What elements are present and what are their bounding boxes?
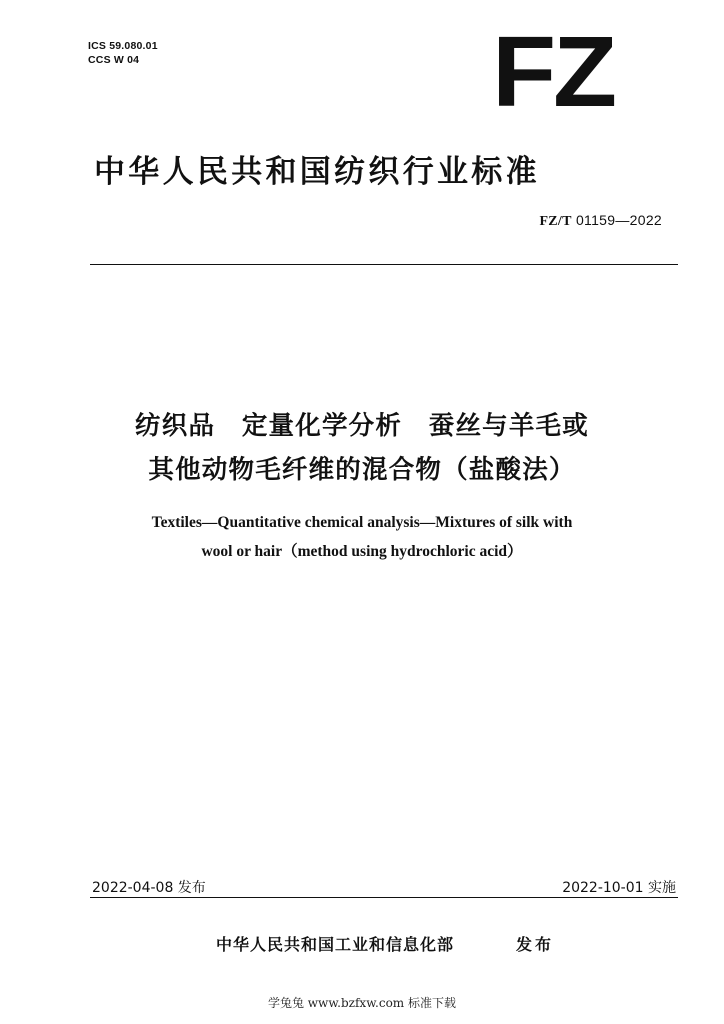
- issue-date: 2022-04-08 发布: [92, 880, 206, 896]
- ccs-code: CCS W 04: [88, 54, 140, 66]
- standard-number: [539, 212, 662, 230]
- chinese-title-line-2: 其他动物毛纤维的混合物（盐酸法）: [148, 455, 576, 485]
- standard-prefix: FZ/T: [539, 214, 572, 229]
- issue-label: 发布: [516, 935, 555, 954]
- implementation-date: 2022-10-01 实施: [562, 880, 676, 896]
- top-divider: [90, 264, 678, 265]
- english-title-line-2: wool or hair（method using hydrochloric acid）: [201, 543, 523, 560]
- ics-code: ICS 59.080.01: [88, 40, 158, 52]
- watermark-link[interactable]: 学兔兔 www.bzfxw.com 标准下载: [267, 996, 457, 1010]
- chinese-title-line-1: 纺织品 定量化学分析 蚕丝与羊毛或: [135, 411, 589, 441]
- english-title-line-1: Textiles—Quantitative chemical analysis—Mixtures of silk with: [151, 514, 573, 531]
- issuing-authority: 中华人民共和国工业和信息化部: [216, 935, 455, 954]
- bottom-divider: [90, 897, 678, 898]
- standard-code: 01159—2022: [571, 212, 662, 228]
- fz-logo: FZ: [492, 16, 614, 128]
- industry-standard-title: 中华人民共和国纺织行业标准: [94, 154, 540, 190]
